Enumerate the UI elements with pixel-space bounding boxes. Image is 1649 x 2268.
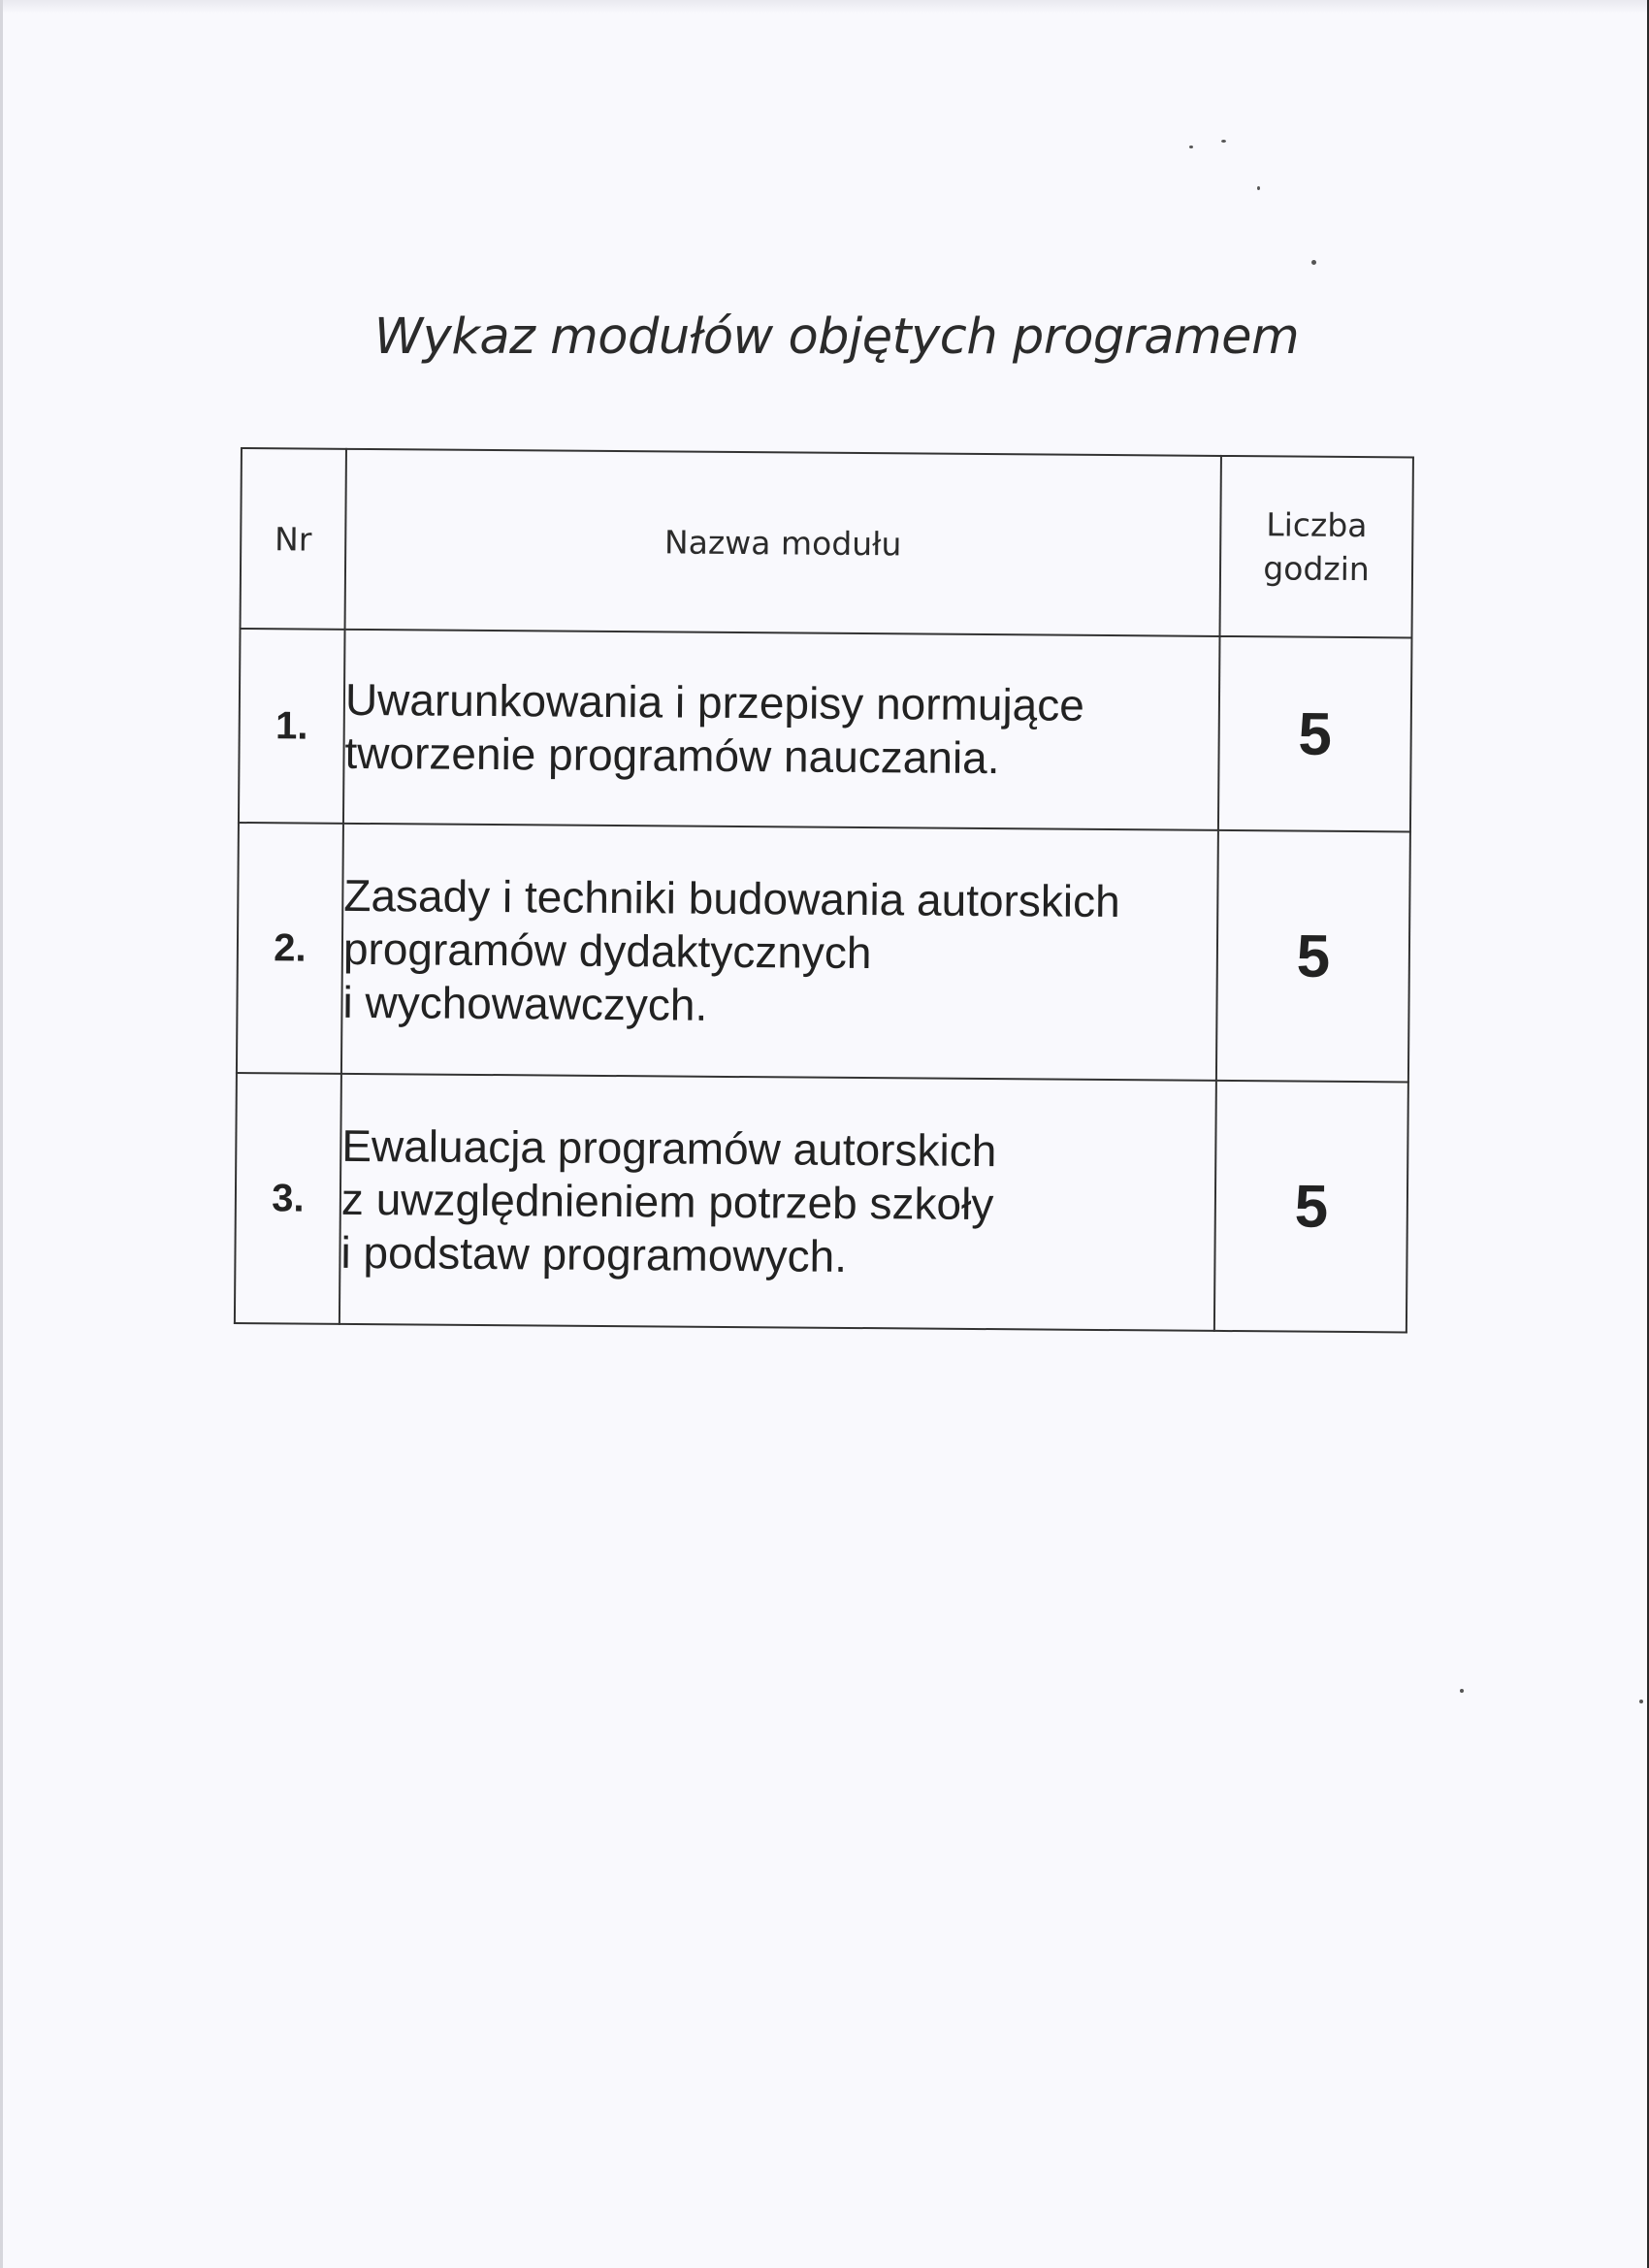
module-name-line: i podstaw programowych. (340, 1226, 848, 1281)
scan-speck (1189, 146, 1193, 148)
scan-speck (1221, 140, 1226, 143)
module-hours: 5 (1214, 1081, 1408, 1333)
row-number: 1. (239, 629, 345, 824)
module-name-line: Zasady i techniki budowania autorskich (343, 869, 1120, 926)
scan-speck (1639, 1700, 1643, 1703)
module-name-line: i wychowawczych. (342, 976, 708, 1030)
modules-table (234, 447, 1414, 1333)
header-nr: Nr (241, 448, 346, 630)
module-name-line: Uwarunkowania i przepisy normujące (344, 673, 1085, 730)
table-row (237, 823, 1410, 1082)
module-name (340, 1074, 1216, 1331)
table-header-row (241, 448, 1413, 637)
module-name (343, 630, 1220, 830)
scan-speck (1311, 260, 1316, 265)
module-name (341, 824, 1218, 1081)
header-hours-line: godzin (1263, 549, 1370, 589)
table-row (235, 1073, 1408, 1332)
row-number: 2. (237, 823, 343, 1074)
module-name-line: Ewaluacja programów autorskich (341, 1119, 997, 1176)
header-hours-line: Liczba (1266, 505, 1368, 545)
header-module-name: Nazwa modułu (345, 449, 1221, 636)
row-number: 3. (235, 1073, 341, 1324)
module-name-line: programów dydaktycznych (342, 923, 872, 978)
scan-speck (1257, 186, 1260, 190)
module-name-line: z uwzględnieniem potrzeb szkoły (340, 1173, 994, 1229)
module-hours: 5 (1218, 636, 1412, 832)
scan-edge-top (0, 0, 1649, 14)
document-title: Wykaz modułów objętych programem (373, 308, 1300, 366)
module-name-line: tworzenie programów nauczania. (344, 727, 1000, 784)
table-row (239, 629, 1412, 831)
module-hours: 5 (1216, 830, 1410, 1083)
header-hours (1220, 456, 1413, 638)
scan-speck (1460, 1689, 1464, 1693)
